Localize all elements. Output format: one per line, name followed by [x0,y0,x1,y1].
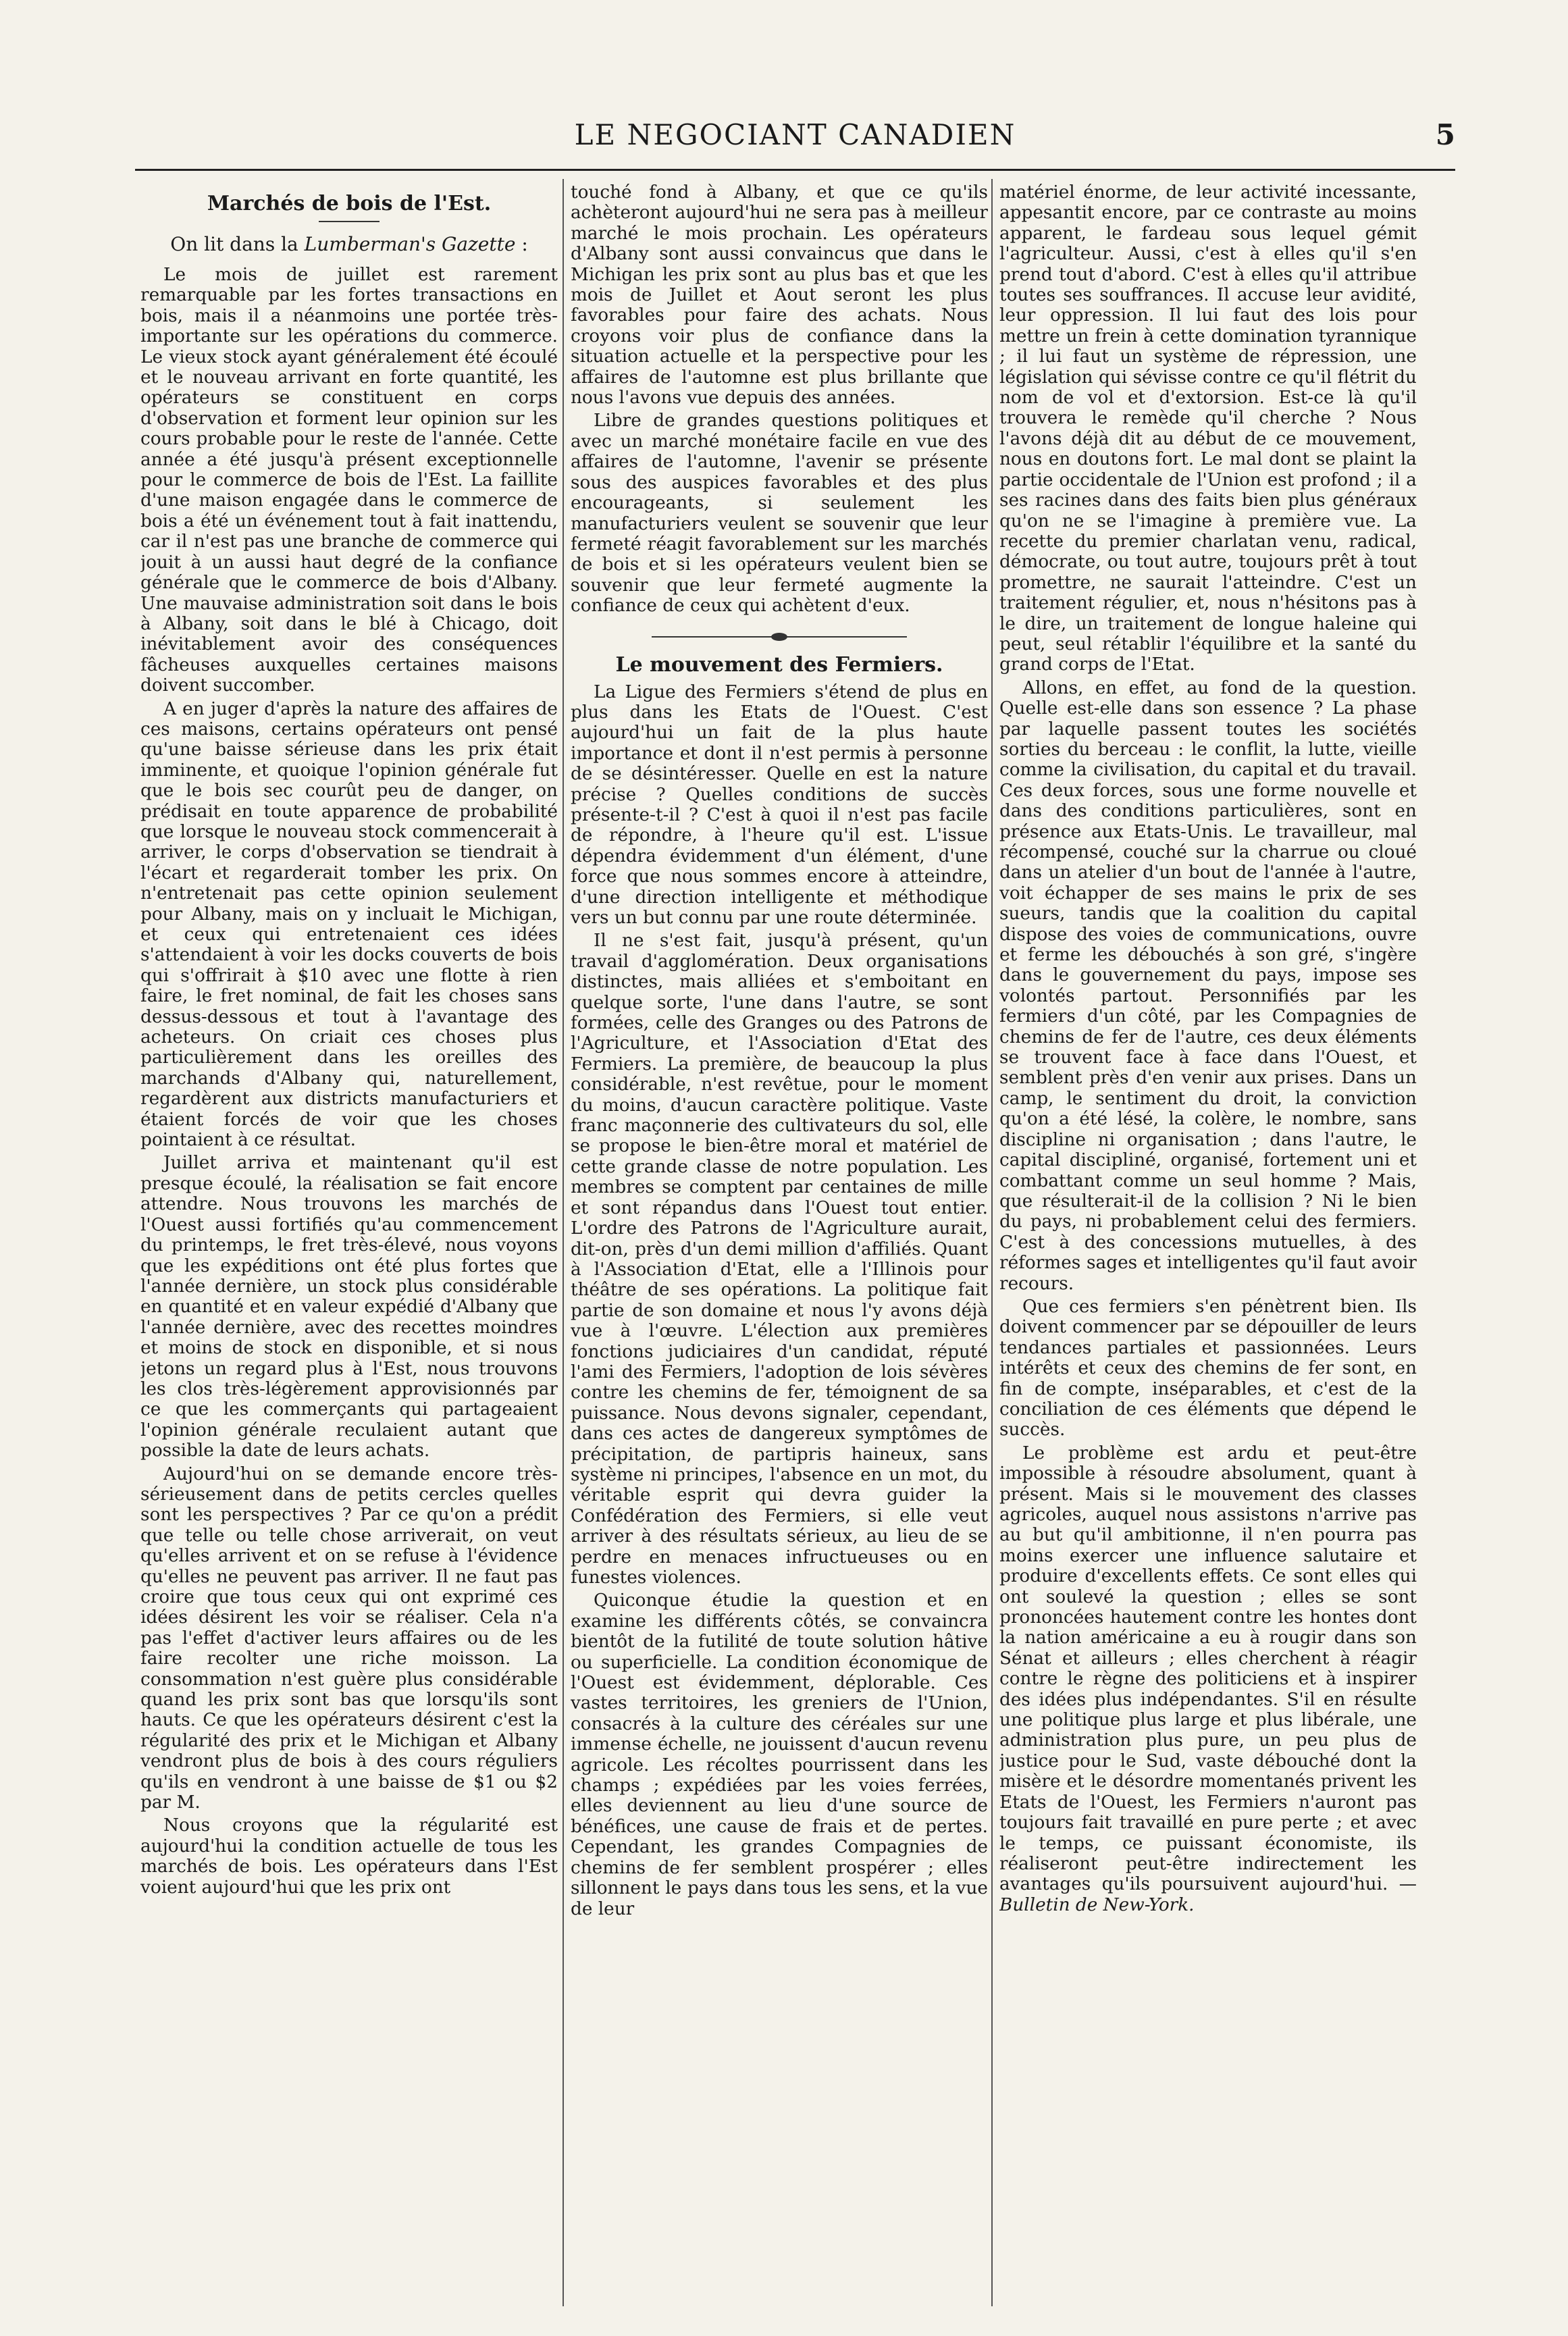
header-rule [135,169,1455,171]
running-head [135,118,1455,159]
paragraph: Le mois de juillet est rarement remarquable par les fortes transactions en bois, mais il a néanmoins une portée très-importante sur les opérations du commerce. Le vieux stock ayant généralement été écoulé et le nouveau arrivant en forte quantité, les opérateurs se constituent en corps d'observation et forment leur opinion sur les cours probable pour le reste de l'année. Cette année a été jusqu'à présent exceptionnelle pour le commerce de bois de l'Est. La faillite d'une maison engagée dans le commerce de bois a été un événement tout à fait inattendu, car il n'est pas une branche de commerce qui jouit à un aussi haut degré de la confiance générale que le commerce de bois d'Albany. Une mauvaise administration soit dans le bois à Albany, soit dans le blé à Chicago, doit inévitablement avoir des conséquences fâcheuses auxquelles certaines maisons doivent succomber. [140,265,558,696]
paragraph: Allons, en effet, au fond de la question. Quelle est-elle dans son essence ? La phase par laquelle passent toutes les sociétés sorties du berceau : le conflit, la lutte, vieille comme la civilisation, du capital et du travail. Ces deux forces, sous une forme nouvelle et dans des conditions particulières, sont en présence aux Etats-Unis. Le travailleur, mal récompensé, couché sur la charrue ou cloué dans un atelier d'un bout de l'année à l'autre, voit échapper de ses mains le prix de ses sueurs, tandis que la coalition du capital dispose des voies de communications, ouvre et ferme les débouchés à son gré, s'ingère dans le gouvernement du pays, impose ses volontés partout. Personnifiés par les fermiers d'un côté, par les Compagnies de chemins de fer de l'autre, ces deux éléments se trouvent face à face dans l'Ouest, et semblent près d'en venir aux prises. Dans un camp, le sentiment du droit, la conviction qu'on a été lésé, la colère, le nombre, sans discipline ni organisation ; dans l'autre, le capital discipliné, organisé, fortement uni et combattant comme un seul homme ? Mais, que résulterait-il de la collision ? Ni le bien du pays, ni probablement celui des fermiers. C'est à des concessions mutuelles, à des réformes sages et intelligentes qu'il faut avoir recours. [999,677,1417,1294]
paragraph: Libre de grandes questions politiques et avec un marché monétaire facile en vue des affaires de l'automne, l'avenir se présente sous des auspices favorables et des plus encourageants, si seulement les manufacturiers veulent se souvenir que leur fermeté réagit favorablement sur les marchés de bois et si les opérateurs veulent bien se souvenir que leur fermeté augmente la confiance de ceux qui achètent d'eux. [571,411,988,617]
article-source: Bulletin de New-York. [999,1894,1195,1915]
paragraph: Il ne s'est fait, jusqu'à présent, qu'un travail d'agglomération. Deux organisations distinctes, mais alliées et s'emboitant en quelque sorte, l'une dans l'autre, se sont formées, celle des Granges ou des Patrons de l'Agriculture, et l'Association d'Etat des Fermiers. La première, de beaucoup la plus considérable, n'est revêtue, pour le moment du moins, d'aucun caractère politique. Vaste franc maçonnerie des cultivateurs du sol, elle se propose le bien-être moral et matériel de cette grande classe de notre population. Les membres se comptent par centaines de mille et sont répandus dans l'Ouest tout entier. L'ordre des Patrons de l'Agriculture aurait, dit-on, près d'un demi million d'affiliés. Quant à l'Association d'Etat, elle a l'Illinois pour théâtre de ses opérations. La politique fait partie de son domaine et nous l'y avons déjà vue à l'œuvre. L'élection aux premières fonctions judiciaires d'un candidat, réputé l'ami des Fermiers, l'adoption de lois sévères contre les chemins de fer, témoignent de sa puissance. Nous devons signaler, cependant, dans ces actes de dangereux symptômes de précipitation, de partipris haineux, sans système ni principes, l'absence en un mot, du véritable esprit qui devra guider la Confédération des Fermiers, si elle veut arriver à des résultats sérieux, au lieu de se perdre en menaces infructueuses ou en funestes violences. [571,931,988,1588]
paragraph: touché fond à Albany, et que ce qu'ils achèteront aujourd'hui ne sera pas à meilleur marché le mois prochain. Les opérateurs d'Albany sont aussi convaincus que dans le Michigan les prix sont au plus bas et que les mois de Juillet et Aout seront les plus favorables pour faire des achats. Nous croyons voir plus de confiance dans la situation actuelle et la perspective pour les affaires de l'automne est plus brillante que nous l'avons vue depuis des années. [571,182,988,409]
column-rule [563,179,564,2306]
title-dash [319,221,380,222]
paragraph: Juillet arriva et maintenant qu'il est presque écoulé, la réalisation se fait encore attendre. Nous trouvons les marchés de l'Ouest aussi fortifiés qu'au commencement du printemps, le fret très-élevé, nous voyons que les expéditions ont été plus fortes que l'année dernière, un stock plus considérable en quantité et en valeur expédié d'Albany que l'année dernière, avec des recettes moindres et moins de stock en disponible, et si nous jetons un regard plus à l'Est, nous trouvons les clos très-légèrement approvisionnés par ce que les commerçants qui partageaient l'opinion générale reculaient autant que possible la date de leurs achats. [140,1153,558,1461]
newspaper-title: LE NEGOCIANT CANADIEN [574,118,1016,151]
paragraph: Aujourd'hui on se demande encore très-sérieusement dans de petits cercles quelles sont les perspectives ? Par ce qu'on a prédit que telle ou telle chose arriverait, on veut qu'elles arrivent et on se refuse à l'évidence qu'elles ne peuvent pas arriver. Il ne faut pas croire que tous ceux qui ont exprimé ces idées désirent les voir se réaliser. Cela n'a pas l'effet d'activer leurs affaires ou de les faire recolter une riche moisson. La consommation n'est guère plus considérable quand les prix sont bas que lorsqu'ils sont hauts. Ce que les opérateurs désirent c'est la régularité des prix et le Michigan et Albany vendront plus de bois à des cours réguliers qu'ils en vendront à une baisse de $1 ou $2 par M. [140,1463,558,1813]
lead-source: Lumberman's Gazette [304,233,516,255]
article-title-bois: Marchés de bois de l'Est. [207,192,492,215]
article-lead [140,233,558,255]
column-1 [140,182,558,2310]
paragraph-text: Le problème est ardu et peut-être impossible à résoudre absolument, quant à présent. Mais si le mouvement des classes agricoles, auquel nous assistons n'arrive pas au but qu'il ambitionne, il n'en pourra pas moins exercer une influence salutaire et produire d'excellents effets. Ce sont elles qui ont soulevé la question ; elles se sont prononcées hautement contre les hontes dont la nation américaine a eu à rougir dans son Sénat et ailleurs ; elles cherchent à réagir contre le règne des politiciens et à inspirer des idées plus indépendantes. S'il en résulte une politique plus large et plus libérale, une administration plus pure, un peu plus de justice pour le Sud, vaste débouché dont la misère et le désordre momentanés privent les Etats de l'Ouest, les Fermiers n'auront pas toujours fait travaillé en pure perte ; et avec le temps, ce puissant économiste, ils réaliseront peut-être indirectement les avantages qu'ils poursuivent aujourd'hui. — [999,1443,1417,1895]
column-2 [571,182,988,2310]
paragraph: Nous croyons que la régularité est aujourd'hui la condition actuelle de tous les marchés de bois. Les opérateurs dans l'Est voient aujourd'hui que les prix ont [140,1815,558,1898]
paragraph: Que ces fermiers s'en pénètrent bien. Ils doivent commencer par se dépouiller de leurs tendances partiales et passionnées. Leurs intérêts et ceux des chemins de fer sont, en fin de compte, inséparables, et c'est de la conciliation de ces éléments que dépend le succès. [999,1296,1417,1440]
lead-text: On lit dans la [170,233,305,255]
paragraph [999,1443,1417,1915]
column-3 [999,182,1417,2310]
column-rule [991,179,993,2306]
lead-end: : [515,233,528,255]
paragraph: matériel énorme, de leur activité incessante, appesantit encore, par ce contraste au moins apparent, le fardeau sous lequel gémit l'agriculteur. Aussi, c'est à elles qu'il s'en prend tout d'abord. C'est à elles qu'il attribue toutes ses souffrances. Il accuse leur avidité, leur oppression. Il lui faut des lois pour mettre un frein à cette domination tyrannique ; il lui faut un système de répression, une législation qui sévisse contre ce qu'il flétrit du nom de vol et d'extorsion. Est-ce là qu'il trouvera le remède qu'il cherche ? Nous l'avons déjà dit au début de ce mouvement, nous en doutons fort. Le mal dont se plaint la partie occidentale de l'Union est profond ; il a ses racines dans des faits bien plus généraux qu'on ne se l'imagine à première vue. La recette du premier charlatan venu, radical, démocrate, ou tout autre, toujours prêt à tout promettre, ne saurait l'atteindre. C'est un traitement régulier, et, nous n'hésitons pas à le dire, un traitement de longue haleine qui peut, seul rétablir l'équilibre et la santé du grand corps de l'Etat. [999,182,1417,675]
page-number: 5 [1435,118,1455,151]
paragraph: A en juger d'après la nature des affaires de ces maisons, certains opérateurs ont pensé qu'une baisse sérieuse dans les prix était imminente, et quoique l'opinion générale fut que le bois sec courût peu de danger, on prédisait en toute apparence de probabilité que lorsque le nouveau stock commencerait à arriver, le corps d'observation se tiendrait à l'écart et regarderait tomber les prix. On n'entretenait pas cette opinion seulement pour Albany, mais on y incluait le Michigan, et ceux qui entretenaient ces idées s'attendaient à voir les docks couverts de bois qui s'offrirait à $10 avec une flotte à rien faire, le fret nominal, de fait les choses sans dessus-dessous et tout à l'avantage des acheteurs. On criait ces choses plus particulièrement dans les oreilles des marchands d'Albany qui, naturellement, regardèrent aux districts manufacturiers et étaient forcés de voir que les choses pointaient à ce résultat. [140,698,558,1151]
article-title-fermiers: Le mouvement des Fermiers. [615,652,943,677]
paragraph: Quiconque étudie la question et en examine les différents côtés, se convaincra bientôt de la futilité de toute solution hâtive ou superficielle. La condition économique de l'Ouest est évidemment, déplorable. Ces vastes territoires, les greniers de l'Union, consacrés à la culture des céréales sur une immense échelle, ne jouissent d'aucun revenu agricole. Les récoltes pourrissent dans les champs ; expédiées par les voies ferrées, elles deviennent au lieu d'une source de bénéfices, une cause de frais et de pertes. Cependant, les grandes Compagnies de chemins de fer semblent prospérer ; elles sillonnent le pays dans tous les sens, et la vue de leur [571,1590,988,1919]
section-separator [571,630,988,644]
paragraph: La Ligue des Fermiers s'étend de plus en plus dans les Etats de l'Ouest. C'est aujourd'hui un fait de la plus haute importance et dont il n'est permis à personne de se désintéresser. Quelle en est la nature précise ? Quelles conditions de succès présente-t-il ? C'est à quoi il n'est pas facile de répondre, à l'heure qu'il est. L'issue dépendra évidemment d'un élément, d'une force que nous sommes encore à atteindre, d'une direction intelligente et méthodique vers un but connu par une route déterminée. [571,681,988,928]
separator-ornament [771,633,787,641]
